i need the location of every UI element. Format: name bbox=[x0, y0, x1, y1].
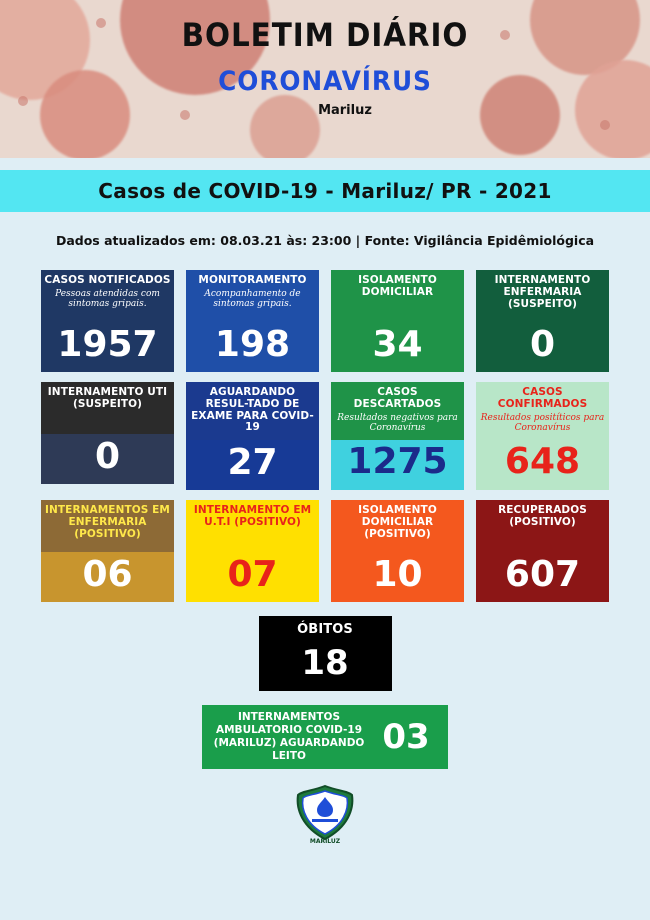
stat-card bbox=[476, 270, 609, 372]
card-value: 18 bbox=[301, 642, 349, 683]
card-title: INTERNAMENTOS AMBULATORIO COVID-19 (MARILUZ) AGUARDANDO LEITO bbox=[213, 710, 365, 763]
card-value: 607 bbox=[476, 552, 609, 602]
card-header bbox=[186, 500, 319, 552]
card-title: ISOLAMENTO DOMICILIAR bbox=[358, 274, 437, 298]
stat-card bbox=[186, 500, 319, 602]
card-header bbox=[331, 382, 464, 440]
virus-spike-icon bbox=[600, 120, 610, 130]
card-title: INTERNAMENTO ENFERMARIA (SUSPEITO) bbox=[494, 274, 591, 310]
updated-info: Dados atualizados em: 08.03.21 às: 23:00 | Fonte: Vigilância Epidêmiológica bbox=[55, 233, 595, 248]
card-title: CASOS NOTIFICADOS bbox=[44, 274, 171, 286]
svg-text:MARILUZ: MARILUZ bbox=[309, 838, 341, 846]
stat-card bbox=[476, 500, 609, 602]
card-header bbox=[476, 500, 609, 552]
card-note: Acompanhamento de sintomas gripais. bbox=[204, 288, 301, 310]
card-title: ÓBITOS bbox=[297, 622, 353, 637]
card-header bbox=[41, 382, 174, 434]
card-obitos bbox=[259, 616, 392, 691]
card-title: CASOS DESCARTADOS bbox=[353, 386, 442, 410]
card-note: Resultados negativos para Coronavírus bbox=[337, 412, 458, 434]
city-label: Mariluz bbox=[318, 103, 372, 118]
stat-card bbox=[331, 500, 464, 602]
card-title: ISOLAMENTO DOMICILIAR (POSITIVO) bbox=[358, 504, 437, 540]
card-value: 06 bbox=[41, 552, 174, 602]
card-note: Resultados positíticos para Coronavírus bbox=[480, 412, 605, 434]
card-value: 1957 bbox=[41, 322, 174, 372]
footer-crest-area bbox=[0, 783, 650, 845]
municipal-crest-icon bbox=[282, 783, 368, 845]
stat-card bbox=[331, 270, 464, 372]
card-title: CASOS CONFIRMADOS bbox=[497, 386, 588, 410]
card-note: Pessoas atendidas com sintomas gripais. bbox=[55, 288, 160, 310]
card-value: 07 bbox=[186, 552, 319, 602]
banner-title: Casos de COVID-19 - Mariluz/ PR - 2021 bbox=[98, 179, 552, 203]
card-header bbox=[476, 270, 609, 322]
card-value: 27 bbox=[186, 440, 319, 490]
stat-card bbox=[186, 270, 319, 372]
card-ambulatorio bbox=[202, 705, 448, 769]
card-value: 34 bbox=[331, 322, 464, 372]
header-banner bbox=[0, 0, 650, 158]
stat-card bbox=[41, 500, 174, 602]
stat-card bbox=[476, 382, 609, 490]
card-header bbox=[186, 382, 319, 440]
card-header bbox=[259, 616, 392, 645]
card-header bbox=[476, 382, 609, 440]
stat-card bbox=[331, 382, 464, 490]
section-banner bbox=[0, 170, 650, 212]
stat-card bbox=[41, 382, 174, 490]
card-header bbox=[41, 270, 174, 322]
card-value: 0 bbox=[476, 322, 609, 372]
card-header bbox=[331, 500, 464, 552]
card-value: 0 bbox=[41, 434, 174, 484]
stat-card bbox=[186, 382, 319, 490]
stat-card bbox=[41, 270, 174, 372]
card-header bbox=[41, 500, 174, 552]
card-value: 198 bbox=[186, 322, 319, 372]
card-value: 10 bbox=[331, 552, 464, 602]
card-title: INTERNAMENTO EM U.T.I (POSITIVO) bbox=[193, 504, 312, 528]
page-subtitle: CORONAVÍRUS bbox=[218, 66, 432, 97]
card-header bbox=[331, 270, 464, 322]
stats-grid bbox=[0, 270, 650, 602]
card-title: INTERNAMENTO UTI (SUSPEITO) bbox=[47, 386, 168, 410]
card-title: RECUPERADOS (POSITIVO) bbox=[498, 504, 587, 528]
card-title: MONITORAMENTO bbox=[198, 274, 307, 286]
card-header bbox=[186, 270, 319, 322]
card-title: AGUARDANDO RESUL-TADO DE EXAME PARA COVID-19 bbox=[191, 386, 314, 434]
card-title: INTERNAMENTOS EM ENFERMARIA (POSITIVO) bbox=[45, 504, 170, 540]
page-title: BOLETIM DIÁRIO bbox=[181, 16, 469, 54]
card-value: 03 bbox=[382, 717, 430, 758]
card-value: 648 bbox=[476, 440, 609, 490]
card-value: 1275 bbox=[331, 440, 464, 490]
